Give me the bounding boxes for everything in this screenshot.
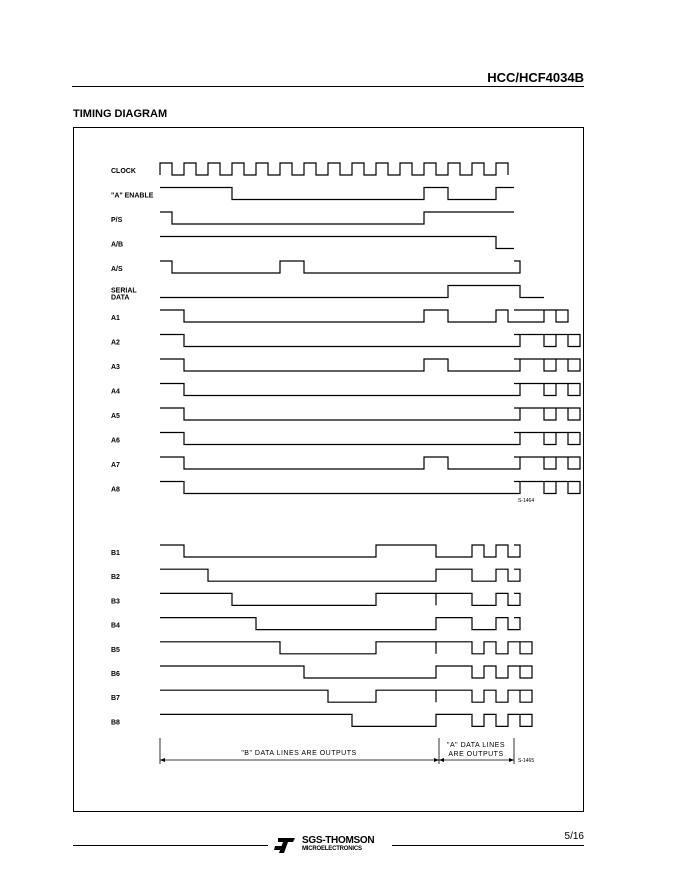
signal-label-a7: A7 [111, 462, 120, 469]
waveform-a-a-enable [160, 188, 514, 200]
timing-diagram-canvas [74, 128, 585, 813]
signal-label-a-s: A/S [111, 266, 123, 273]
signal-label-a6: A6 [111, 437, 120, 445]
waveform-b-b2 [160, 569, 520, 581]
footer-rule-right [392, 845, 584, 846]
signal-label-b6: B6 [111, 671, 120, 678]
signal-label-serial-data-1: SERIAL [111, 287, 137, 295]
waveform-a-a-s [160, 261, 520, 273]
b-outputs-note: "B" DATA LINES ARE OUTPUTS [241, 750, 357, 757]
output-annotation [160, 738, 514, 764]
waveform-a-a2 [160, 335, 580, 347]
waveform-a-a1 [160, 310, 568, 322]
waveform-a-serial-data [160, 286, 544, 298]
waveform-a-a7 [160, 457, 580, 469]
signal-label-serial-data-2: DATA [111, 294, 130, 302]
signal-label-a3: A3 [111, 364, 120, 371]
waveform-b-b7 [160, 690, 532, 702]
waveform-a-p-s [160, 212, 514, 224]
st-logo-icon [274, 836, 296, 854]
section-title: TIMING DIAGRAM [73, 108, 168, 120]
footer-rule-left [73, 845, 268, 846]
waveform-a-a6 [160, 433, 580, 445]
signal-label-b8: B8 [111, 719, 120, 727]
timing-diagram [73, 127, 584, 812]
waveform-a-a5 [160, 408, 580, 420]
signal-label-a-b: A/B [111, 241, 124, 249]
brand-subtitle: MICROELECTRONICS [302, 846, 362, 852]
signal-label-a8: A8 [111, 486, 120, 494]
figure-ref-top: S-1464 [518, 498, 535, 504]
signal-label-b4: B4 [111, 622, 120, 630]
waveform-b-b1 [160, 545, 520, 557]
signal-label-a2: A2 [111, 339, 120, 347]
brand-name: SGS-THOMSON [302, 835, 375, 846]
signal-label-p-s: P/S [111, 217, 123, 224]
signal-label-a4: A4 [111, 388, 120, 396]
signal-label-a5: A5 [111, 413, 120, 420]
waveform-a-a4 [160, 384, 580, 396]
signal-label-a-enable: "A" ENABLE [111, 192, 154, 200]
waveform-b-b8 [160, 714, 532, 726]
company-logo [274, 835, 389, 855]
signal-label-b2: B2 [111, 574, 120, 582]
waveform-b-b6 [160, 666, 532, 678]
waveform-b-b3 [160, 593, 520, 605]
signal-label-b7: B7 [111, 695, 120, 703]
waveform-b-b5 [160, 642, 532, 654]
a-outputs-note-line2: ARE OUTPUTS [448, 751, 504, 758]
signal-label-b5: B5 [111, 646, 120, 654]
figure-ref-bottom: S-1465 [518, 758, 535, 764]
waveform-b-b4 [160, 618, 520, 630]
document-header-title: HCC/HCF4034B [487, 70, 584, 85]
signal-label-b1: B1 [111, 550, 120, 557]
signal-label-a1: A1 [111, 315, 120, 322]
a-outputs-note-line1: "A" DATA LINES [446, 742, 506, 749]
waveform-a-a-b [160, 237, 514, 249]
signal-label-clock: CLOCK [111, 168, 136, 175]
page-number: 5/16 [564, 831, 584, 842]
waveform-a-clock [160, 163, 508, 175]
header-rule [72, 86, 584, 87]
waveform-a-a3 [160, 359, 580, 371]
waveform-a-a8 [160, 482, 580, 494]
signal-label-b3: B3 [111, 598, 120, 606]
